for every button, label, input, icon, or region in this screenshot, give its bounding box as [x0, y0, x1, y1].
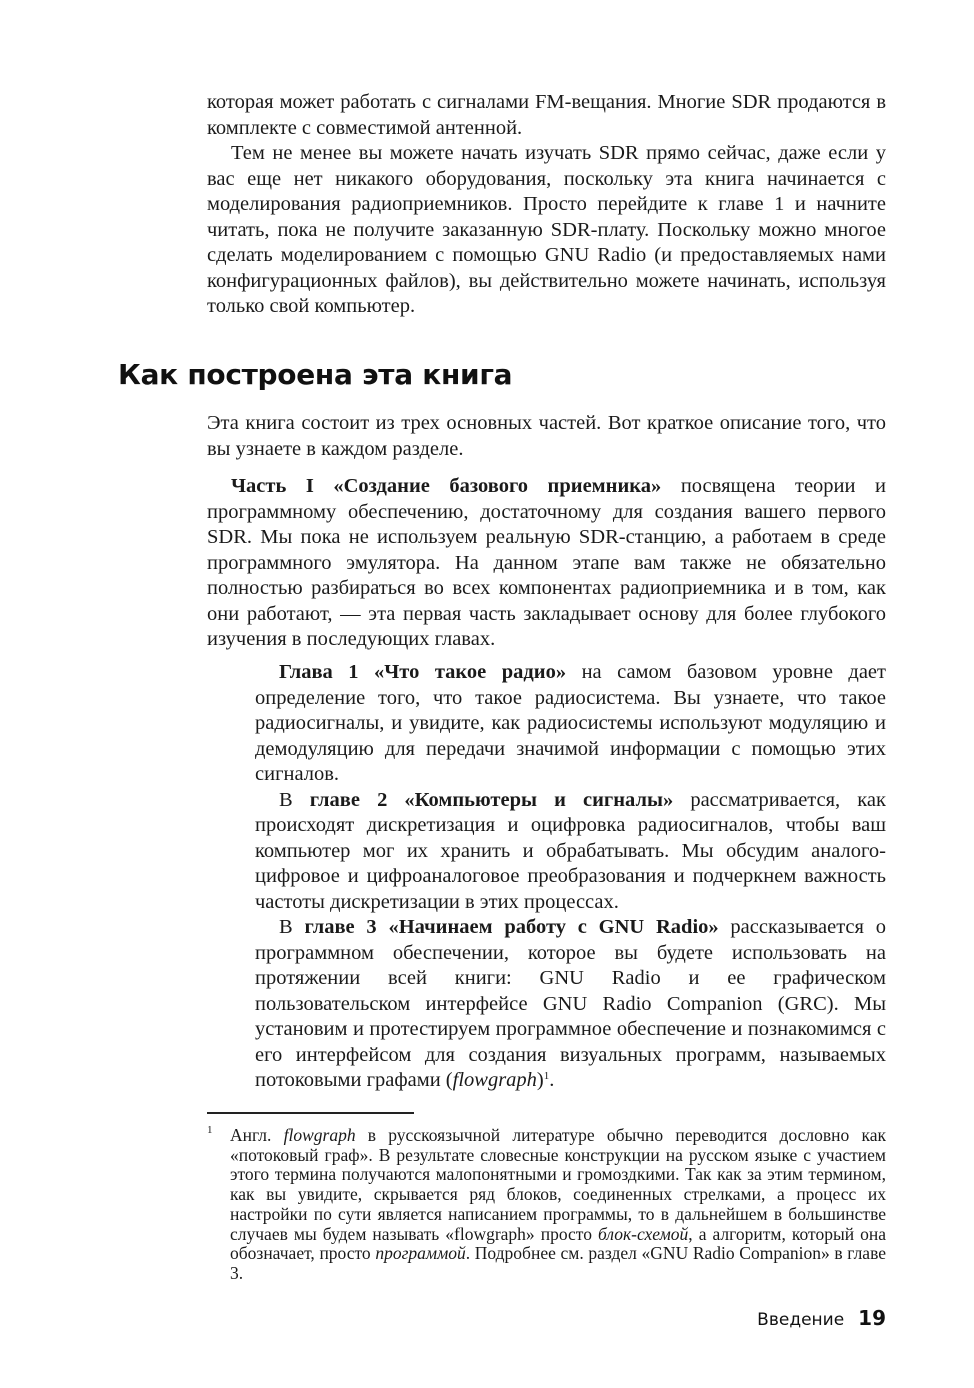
footnote-part-4: . Подробнее см. раздел «GNU Radio Companion» в главе 3. — [230, 1243, 886, 1283]
chapter3-dot: . — [549, 1069, 555, 1091]
footnote-part-2: в русскоязычной литературе обычно переводится дословно как «потоковый граф». В результате словесные конструкции на русском языке с участием этого термина получаются малопонятными и громоздкими. Так как за этим термином, как вы увидите, скрывается ряд блоков, соединенных стрелками, а процесс их настройки по сути является написанием программы, то в дальнейшем в большинстве случаев мы будем называть «flowgraph» просто — [230, 1125, 886, 1244]
chapter3-term: flowgraph — [452, 1069, 537, 1091]
section-paragraph-1: Эта книга состоит из трех основных частей. Вот краткое описание того, что вы узнаете в каждом разделе. — [207, 412, 886, 460]
chapter3-text: рассказывается о программном обеспечении, которое вы будете использовать на протяжении всей книги: GNU Radio и ее графическом пользовательском интерфейсе GNU Radio Companion (GRC). Мы установим и протестируем программное обеспечение и познакомимся с его интерфейсом для создания визуальных программ, называемых потоковыми графами ( — [255, 916, 886, 1091]
chapter3-title: главе 3 «Начинаем работу с GNU Radio» — [304, 916, 719, 938]
section-heading: Как построена эта книга — [118, 358, 513, 391]
footnote-term-2: блок-схемой — [598, 1223, 689, 1244]
chapter1-title: Глава 1 «Что такое радио» — [279, 661, 567, 683]
chapter3-prefix: В — [279, 916, 305, 938]
chapter2-prefix: В — [279, 788, 310, 811]
intro-paragraph-1: которая может работать с сигналами FM-вещания. Многие SDR продаются в комплекте с совместимой антенной. — [207, 91, 886, 139]
footnote-term: flowgraph — [283, 1125, 356, 1145]
footnote-part-1: Англ. — [230, 1125, 284, 1145]
chapter1-text: на самом базовом уровне дает определение того, что такое радиосистема. Вы узнаете, что такое радиосигналы, и увидите, как радиосистемы используют модуляцию и демодуляцию для передачи значимой информации с помощью этих сигналов. — [255, 661, 886, 785]
footnote-part-3: , а алгоритм, который она обозначает, просто — [230, 1223, 886, 1264]
page-number: 19 — [858, 1306, 886, 1330]
footnote — [207, 1126, 886, 1284]
page-footer — [757, 1306, 886, 1330]
chapter2-text: рассматривается, как происходят дискретизация и оцифровка радиосигналов, чтобы ваш компьютер мог их хранить и обрабатывать. Мы обсудим аналого-цифровое и цифроаналоговое преобразования и подчеркнем важность частоты дискретизации в этих процессах. — [255, 788, 886, 913]
footnote-divider — [207, 1112, 414, 1114]
section-intro — [207, 411, 886, 462]
part1-text: посвящена теории и программному обеспечению, достаточному для создания вашего первого SDR. Мы пока не используем реальную SDR-станцию, а работаем в среде программного эмулятора. На данном этапе вам также не обязательно полностью разбираться во всех компонентах радиоприемника и в том, как они работают, — эта первая часть закладывает основу для более глубокого изучения в последующих главах. — [207, 475, 887, 650]
footnote-text — [230, 1126, 886, 1284]
chapter3-close: ) — [536, 1069, 544, 1091]
footnote-ref: 1 — [543, 1070, 550, 1082]
part1-paragraph — [207, 474, 886, 653]
chapter1-paragraph — [255, 660, 886, 788]
part1-block — [207, 474, 886, 653]
intro-block — [207, 90, 886, 320]
chapter3-paragraph — [255, 915, 886, 1094]
intro-paragraph-2: Тем не менее вы можете начать изучать SDR прямо сейчас, даже если у вас еще нет никакого оборудования, поскольку эта книга начинается с моделирования радиоприемников. Просто перейдите к главе 1 и начните читать, пока не получите заказанную SDR-плату. Поскольку можно многое сделать моделированием с помощью GNU Radio (и предоставляемых нами конфигурационных файлов), вы действительно можете начинать, используя только свой компьютер. — [207, 142, 886, 317]
chapter2-title: главе 2 «Компьютеры и сигналы» — [309, 788, 674, 811]
footnote-number: 1 — [207, 1124, 213, 1136]
footer-section-name: Введение — [757, 1310, 845, 1330]
footnote-term-3: программой — [375, 1243, 466, 1264]
chapters-block — [255, 660, 886, 1094]
part1-title: Часть I «Создание базового приемника» — [231, 475, 662, 497]
chapter2-paragraph — [255, 788, 886, 916]
